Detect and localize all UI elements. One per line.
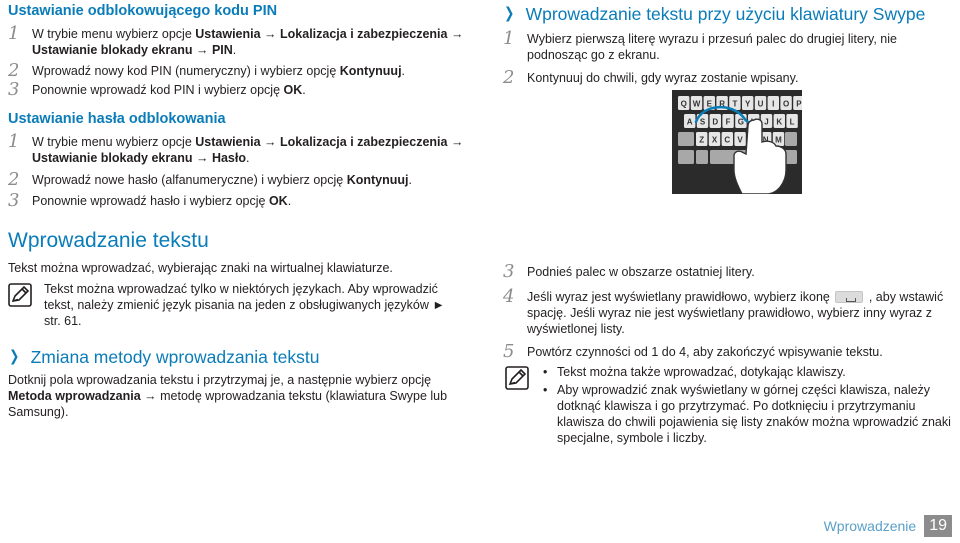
step-number: 1 bbox=[503, 28, 515, 49]
key-label: J bbox=[764, 117, 769, 127]
change-method-title-text: Zmiana metody wprowadzania tekstu bbox=[30, 347, 320, 367]
step-number: 2 bbox=[8, 60, 20, 81]
pin-steps bbox=[8, 23, 478, 101]
note-bullet: • Tekst można także wprowadzać, dotykając klawiszy. bbox=[541, 364, 951, 380]
step-text: Podnieś palec w obszarze ostatniej litery. bbox=[527, 265, 755, 279]
pin-step-1 bbox=[8, 23, 478, 60]
text-run: . bbox=[401, 64, 406, 78]
key-label: N bbox=[762, 135, 769, 145]
step-text bbox=[32, 135, 463, 165]
password-section-title: Ustawianie hasła odblokowania bbox=[8, 111, 226, 127]
step-text bbox=[32, 64, 405, 78]
text-run: Ponownie wprowadź hasło i wybierz opcję bbox=[32, 194, 269, 208]
key-label: O bbox=[782, 99, 790, 109]
note-text: Tekst można wprowadzać tylko w niektórych językach. Aby wprowadzić tekst, należy zmienić język pisania na jeden z obsługiwanych języków ► str. 61. bbox=[44, 282, 445, 328]
swype-step-5 bbox=[503, 341, 953, 362]
text-run: . bbox=[408, 173, 412, 187]
bold-text: Metoda wprowadzania bbox=[8, 389, 141, 403]
key-label: L bbox=[789, 117, 795, 127]
shift-key-icon bbox=[678, 132, 694, 146]
bold-text: Kontynuuj bbox=[339, 64, 402, 78]
page-footer bbox=[824, 515, 952, 537]
step-text: Wybierz pierwszą literę wyrazu i przesuń palec do drugiej litery, nie podnosząc go z ekranu. bbox=[527, 32, 897, 62]
key-label: P bbox=[796, 99, 802, 109]
step-text bbox=[32, 83, 306, 97]
key-label: X bbox=[711, 135, 718, 145]
text-run: Ponownie wprowadź kod PIN i wybierz opcję bbox=[32, 83, 284, 97]
chevron-right-icon: ❯ bbox=[9, 348, 20, 365]
text-run: → bbox=[192, 151, 212, 165]
step-number: 2 bbox=[503, 67, 515, 88]
right-column bbox=[503, 0, 953, 445]
key-label: U bbox=[757, 99, 764, 109]
key-label: S bbox=[699, 117, 706, 127]
pin-section-title: Ustawianie odblokowującego kodu PIN bbox=[8, 3, 278, 19]
swype-title bbox=[503, 3, 953, 25]
step-number: 5 bbox=[503, 341, 515, 362]
step-text bbox=[32, 173, 412, 187]
swype-keyboard-illustration bbox=[672, 90, 802, 194]
key-label: E bbox=[706, 99, 712, 109]
password-step-1 bbox=[8, 131, 478, 172]
swype-step-3 bbox=[503, 261, 953, 282]
key-label: I bbox=[772, 99, 775, 109]
text-run: . bbox=[302, 83, 306, 97]
key-label: V bbox=[737, 135, 743, 145]
text-run: W trybie menu wybierz opcje bbox=[32, 27, 196, 41]
bold-text: OK bbox=[283, 83, 303, 97]
key-label: R bbox=[719, 99, 725, 109]
swype-steps-a bbox=[503, 28, 953, 88]
chevron-right-icon: ❯ bbox=[504, 5, 515, 22]
text-input-title: Wprowadzanie tekstu bbox=[8, 229, 209, 252]
text-run: → bbox=[447, 27, 464, 41]
step-number: 2 bbox=[8, 169, 20, 190]
bold-text: OK bbox=[268, 194, 288, 208]
backspace-key-icon bbox=[785, 132, 797, 146]
note-bullet: • Aby wprowadzić znak wyświetlany w górnej części klawisza, należy dotknąć klawisza i go przytrzymać. Po dotknięciu i przytrzymaniu klawisza do chwili pojawienia się listy znaków można wprowadzić znaki specjalne, symbole i liczby. bbox=[541, 382, 951, 446]
key-label: F bbox=[725, 117, 731, 127]
bold-text: Ustawianie blokady ekranu bbox=[32, 43, 193, 57]
note-pencil-icon bbox=[505, 366, 529, 390]
text-input-intro: Tekst można wprowadzać, wybierając znaki na wirtualnej klawiaturze. bbox=[8, 261, 393, 275]
key-label: C bbox=[724, 135, 731, 145]
password-steps bbox=[8, 131, 478, 214]
settings-key-icon bbox=[696, 150, 708, 164]
step-number: 1 bbox=[8, 23, 20, 44]
step-text-before: Jeśli wyraz jest wyświetlany prawidłowo, wybierz ikonę bbox=[527, 290, 830, 304]
key-label: M bbox=[775, 135, 782, 145]
step-text bbox=[32, 27, 463, 57]
key-label: Q bbox=[680, 99, 687, 109]
change-method-title bbox=[8, 346, 478, 368]
key-label: D bbox=[712, 117, 719, 127]
password-step-3 bbox=[8, 190, 478, 214]
step-number: 3 bbox=[503, 261, 515, 282]
bold-text: Kontynuuj bbox=[346, 173, 409, 187]
step-number: 3 bbox=[8, 79, 20, 100]
swype-step-4 bbox=[503, 286, 953, 337]
step-number: 4 bbox=[503, 286, 515, 307]
swype-step-1 bbox=[503, 28, 953, 66]
text-run: Wprowadź nowe hasło (alfanumeryczne) i wybierz opcję bbox=[32, 173, 347, 187]
text-run: → metodę wprowadzania tekstu (klawiatura Swype lub Samsung). bbox=[8, 389, 448, 419]
page-number: 19 bbox=[924, 515, 952, 537]
note-pencil-icon bbox=[8, 283, 32, 307]
footer-section: Wprowadzenie bbox=[823, 518, 917, 534]
keyboard-svg bbox=[672, 90, 802, 194]
text-run: → bbox=[260, 27, 281, 41]
note-bullets bbox=[541, 364, 951, 446]
text-run: W trybie menu wybierz opcje bbox=[32, 135, 196, 149]
symbol-key-icon bbox=[678, 150, 694, 164]
bold-text: PIN bbox=[211, 43, 233, 57]
bold-text: Hasło bbox=[211, 151, 246, 165]
password-step-2 bbox=[8, 169, 478, 193]
text-run: → bbox=[192, 43, 212, 57]
step-number: 3 bbox=[8, 190, 20, 211]
bold-text: Ustawienia bbox=[195, 135, 261, 149]
swype-note bbox=[505, 364, 953, 446]
left-column bbox=[8, 0, 478, 420]
key-label: W bbox=[692, 99, 701, 109]
swype-step-2 bbox=[503, 67, 953, 88]
bold-text: Lokalizacja i zabezpieczenia bbox=[280, 135, 448, 149]
text-run: Dotknij pola wprowadzania tekstu i przytrzymaj je, a następnie wybierz opcję bbox=[8, 373, 432, 387]
text-run: → bbox=[260, 135, 281, 149]
text-run: Wprowadź nowy kod PIN (numeryczny) i wybierz opcję bbox=[32, 64, 340, 78]
bold-text: Ustawienia bbox=[195, 27, 261, 41]
space-key-icon bbox=[835, 291, 863, 303]
key-label: G bbox=[737, 117, 745, 127]
bold-text: Ustawianie blokady ekranu bbox=[32, 151, 193, 165]
text-run: . bbox=[245, 151, 250, 165]
key-label: A bbox=[686, 117, 693, 127]
text-run: . bbox=[287, 194, 292, 208]
key-label: Y bbox=[745, 99, 751, 109]
step-text bbox=[32, 194, 291, 208]
key-label: Z bbox=[699, 135, 705, 145]
step-number: 1 bbox=[8, 131, 20, 152]
pin-step-2 bbox=[8, 60, 478, 82]
change-method-text bbox=[8, 372, 458, 420]
step-text-after: , aby wstawić spację. Jeśli wyraz nie jest wyświetlany prawidłowo, wybierz inny wyraz z wyświetlonej listy. bbox=[527, 290, 944, 336]
step-text: Powtórz czynności od 1 do 4, aby zakończyć wpisywanie tekstu. bbox=[527, 345, 883, 359]
key-label: K bbox=[776, 117, 783, 127]
swype-title-text: Wprowadzanie tekstu przy użyciu klawiatury Swype bbox=[525, 4, 926, 24]
language-note bbox=[8, 281, 478, 329]
key-label: T bbox=[732, 99, 738, 109]
bold-text: Lokalizacja i zabezpieczenia bbox=[280, 27, 448, 41]
pin-step-3 bbox=[8, 79, 478, 101]
text-run: . bbox=[232, 43, 237, 57]
text-run: → bbox=[447, 135, 464, 149]
step-text: Kontynuuj do chwili, gdy wyraz zostanie wpisany. bbox=[527, 71, 799, 85]
